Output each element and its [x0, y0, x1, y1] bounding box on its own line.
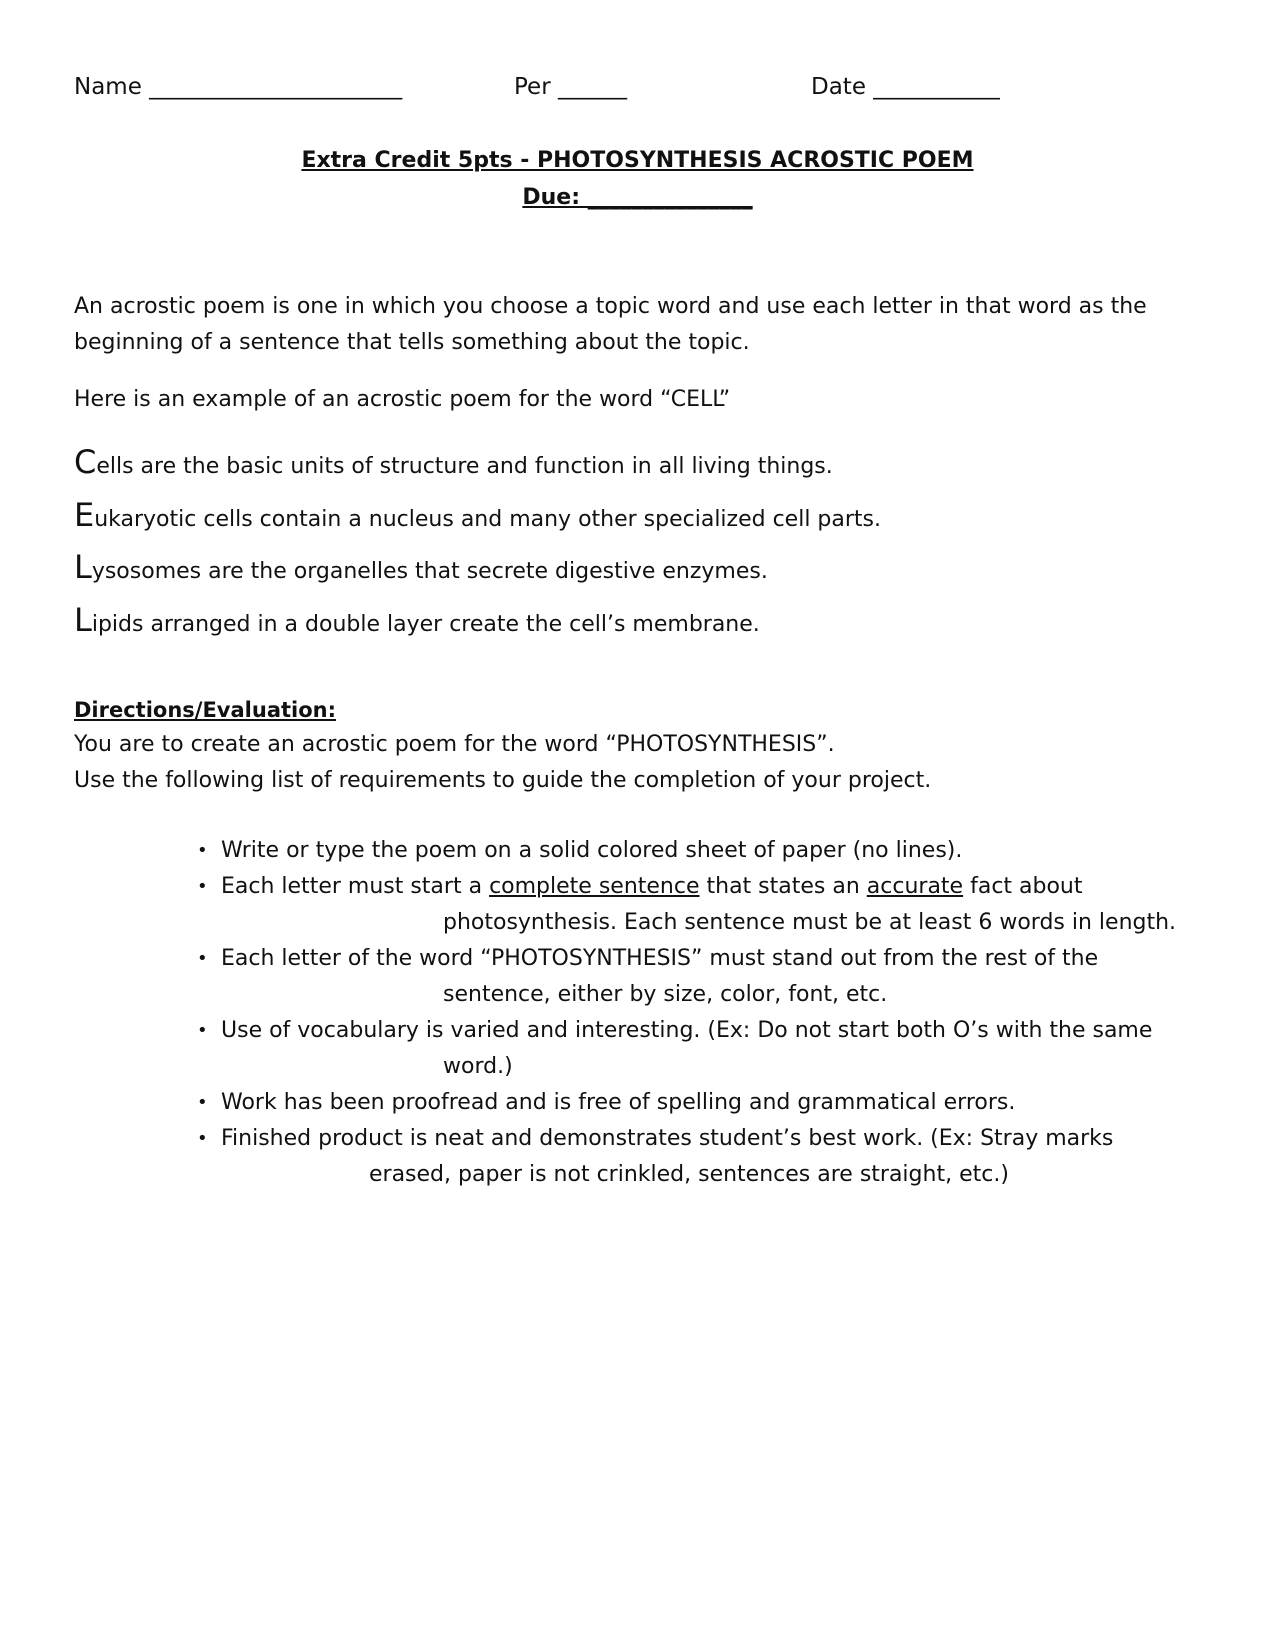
- poem-line-text: ipids arranged in a double layer create the cell’s membrane.: [91, 612, 760, 637]
- name-blank: ______________________: [149, 74, 403, 100]
- poem-line-e: [74, 496, 882, 534]
- bullet-icon: •: [197, 840, 208, 861]
- date-blank: ___________: [873, 74, 1000, 100]
- poem-line-l2: [74, 601, 760, 639]
- poem-initial-letter: L: [74, 548, 92, 586]
- poem-line-l1: [74, 548, 768, 586]
- date-label: Date: [811, 74, 866, 100]
- name-label: Name: [74, 74, 142, 100]
- name-field: [74, 74, 402, 100]
- requirement-2-continued: photosynthesis. Each sentence must be at least 6 words in length.: [443, 910, 1177, 935]
- directions-line-1: You are to create an acrostic poem for the word “PHOTOSYNTHESIS”.: [74, 732, 835, 757]
- complete-sentence-emphasis: complete sentence: [489, 874, 700, 899]
- poem-line-text: ukaryotic cells contain a nucleus and many other specialized cell parts.: [94, 507, 882, 532]
- requirement-2-text: fact about: [963, 874, 1083, 899]
- poem-initial-letter: C: [74, 443, 97, 481]
- requirement-4: Use of vocabulary is varied and interesting. (Ex: Do not start both O’s with the same: [221, 1018, 1153, 1043]
- poem-line-text: ells are the basic units of structure and function in all living things.: [96, 454, 833, 479]
- bullet-icon: •: [197, 876, 208, 897]
- page-title: Extra Credit 5pts - PHOTOSYNTHESIS ACROSTIC POEM: [301, 148, 974, 173]
- date-field: [811, 74, 1000, 100]
- period-label: Per: [514, 74, 551, 100]
- directions-line-2: Use the following list of requirements to guide the completion of your project.: [74, 768, 932, 793]
- bullet-icon: •: [197, 1128, 208, 1149]
- requirement-5: Work has been proofread and is free of spelling and grammatical errors.: [221, 1090, 1016, 1115]
- bullet-icon: •: [197, 948, 208, 969]
- intro-line-1: An acrostic poem is one in which you choose a topic word and use each letter in that word as the: [74, 294, 1147, 319]
- requirement-2-text: that states an: [699, 874, 867, 899]
- poem-initial-letter: E: [74, 496, 95, 534]
- bullet-icon: •: [197, 1020, 208, 1041]
- due-date-line: Due: _______________: [522, 185, 753, 210]
- requirement-3: Each letter of the word “PHOTOSYNTHESIS” must stand out from the rest of the: [221, 946, 1099, 971]
- intro-line-2: beginning of a sentence that tells something about the topic.: [74, 330, 750, 355]
- requirement-2: [221, 874, 1083, 899]
- requirement-6-continued: erased, paper is not crinkled, sentences are straight, etc.): [369, 1162, 1009, 1187]
- requirement-1: Write or type the poem on a solid colored sheet of paper (no lines).: [221, 838, 963, 863]
- requirement-6: Finished product is neat and demonstrates student’s best work. (Ex: Stray marks: [221, 1126, 1114, 1151]
- poem-initial-letter: L: [74, 601, 92, 639]
- period-blank: ______: [557, 74, 627, 100]
- directions-heading: Directions/Evaluation:: [74, 698, 336, 722]
- requirement-2-text: Each letter must start a: [221, 874, 490, 899]
- period-field: [514, 74, 627, 100]
- accurate-emphasis: accurate: [866, 874, 964, 899]
- poem-line-text: ysosomes are the organelles that secrete digestive enzymes.: [91, 559, 768, 584]
- poem-line-c: [74, 443, 833, 481]
- requirement-4-continued: word.): [443, 1054, 513, 1079]
- bullet-icon: •: [197, 1092, 208, 1113]
- requirement-3-continued: sentence, either by size, color, font, etc.: [443, 982, 888, 1007]
- example-intro: Here is an example of an acrostic poem for the word “CELL”: [74, 387, 731, 412]
